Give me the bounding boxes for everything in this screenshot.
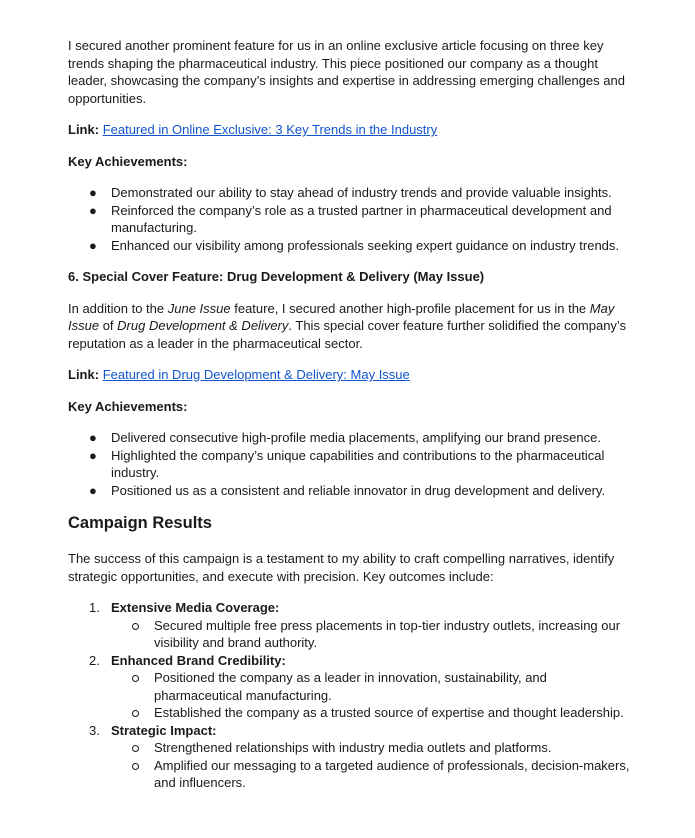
list-item: ● Highlighted the company’s unique capabilities and contributions to the pharmaceutical industry. bbox=[89, 447, 605, 480]
link-label: Link: bbox=[68, 122, 100, 137]
result-item bbox=[68, 722, 635, 792]
online-exclusive-link[interactable]: Featured in Online Exclusive: 3 Key Trends in the Industry bbox=[102, 122, 438, 137]
campaign-results-heading: Campaign Results bbox=[68, 514, 212, 532]
section-6-paragraph: In addition to the June Issue feature, I secured another high-profile placement for us in the May Issue of Drug Development & Delivery. This special cover feature further solidified the company’s reputation as a leader in the pharmaceutical sector. bbox=[68, 300, 627, 351]
bullet-icon: ● bbox=[89, 447, 97, 463]
hollow-bullet-icon bbox=[132, 763, 139, 770]
bullet-icon: ● bbox=[89, 202, 97, 218]
result-sublist bbox=[111, 617, 635, 652]
intro-paragraph: I secured another prominent feature for us in an online exclusive article focusing on three key trends shaping the pharmaceutical industry. This piece positioned our company as a thought leader, showcasing the company’s insights and expertise in addressing emerging challenges and opportunities. bbox=[68, 38, 625, 106]
sub-item: Positioned the company as a leader in innovation, sustainability, and pharmaceutical manufacturing. bbox=[111, 669, 635, 704]
section-6-heading: 6. Special Cover Feature: Drug Development & Delivery (May Issue) bbox=[68, 269, 485, 284]
item-number: 2. bbox=[89, 652, 100, 668]
link-line-2 bbox=[68, 366, 635, 384]
achievements-list-2 bbox=[68, 429, 635, 499]
result-title: Enhanced Brand Credibility: bbox=[111, 652, 286, 668]
result-item bbox=[68, 599, 635, 652]
hollow-bullet-icon bbox=[132, 710, 139, 717]
list-item: ● Delivered consecutive high-profile media placements, amplifying our brand presence. bbox=[89, 430, 601, 445]
item-number: 1. bbox=[89, 600, 100, 615]
list-item: ● Reinforced the company’s role as a trusted partner in pharmaceutical development and manufacturing. bbox=[89, 202, 612, 235]
link-label: Link: bbox=[68, 367, 100, 382]
achievements-list-1 bbox=[68, 184, 635, 254]
sub-item: Established the company as a trusted source of expertise and thought leadership. bbox=[111, 704, 635, 722]
may-issue-link[interactable]: Featured in Drug Development & Delivery: May Issue bbox=[102, 367, 410, 382]
list-item: ● Enhanced our visibility among professionals seeking expert guidance on industry trends. bbox=[89, 237, 620, 253]
sub-item: Secured multiple free press placements in top-tier industry outlets, increasing our visibility and brand authority. bbox=[111, 617, 635, 652]
list-item: ● Demonstrated our ability to stay ahead of industry trends and provide valuable insights. bbox=[89, 185, 612, 200]
result-title: Strategic Impact: bbox=[111, 722, 217, 738]
bullet-icon: ● bbox=[89, 430, 97, 445]
bullet-icon: ● bbox=[89, 237, 97, 253]
result-item bbox=[68, 652, 635, 722]
item-number: 3. bbox=[89, 722, 100, 738]
link-line-1 bbox=[68, 121, 635, 139]
sub-item: Amplified our messaging to a targeted audience of professionals, decision-makers, and influencers. bbox=[111, 757, 635, 792]
hollow-bullet-icon bbox=[132, 623, 139, 630]
hollow-bullet-icon bbox=[132, 745, 139, 752]
hollow-bullet-icon bbox=[132, 675, 139, 682]
campaign-intro-paragraph: The success of this campaign is a testament to my ability to craft compelling narratives, identify strategic opportunities, and execute with precision. Key outcomes include: bbox=[68, 551, 615, 584]
result-sublist bbox=[111, 669, 635, 722]
bullet-icon: ● bbox=[89, 185, 97, 200]
key-achievements-heading: Key Achievements: bbox=[68, 398, 188, 414]
sub-item: Strengthened relationships with industry media outlets and platforms. bbox=[111, 739, 635, 757]
result-sublist bbox=[111, 739, 635, 792]
results-list bbox=[68, 599, 635, 792]
result-title: Extensive Media Coverage: bbox=[111, 600, 280, 615]
list-item: ● Positioned us as a consistent and reliable innovator in drug development and delivery. bbox=[89, 482, 606, 498]
key-achievements-heading: Key Achievements: bbox=[68, 153, 188, 169]
bullet-icon: ● bbox=[89, 482, 97, 498]
